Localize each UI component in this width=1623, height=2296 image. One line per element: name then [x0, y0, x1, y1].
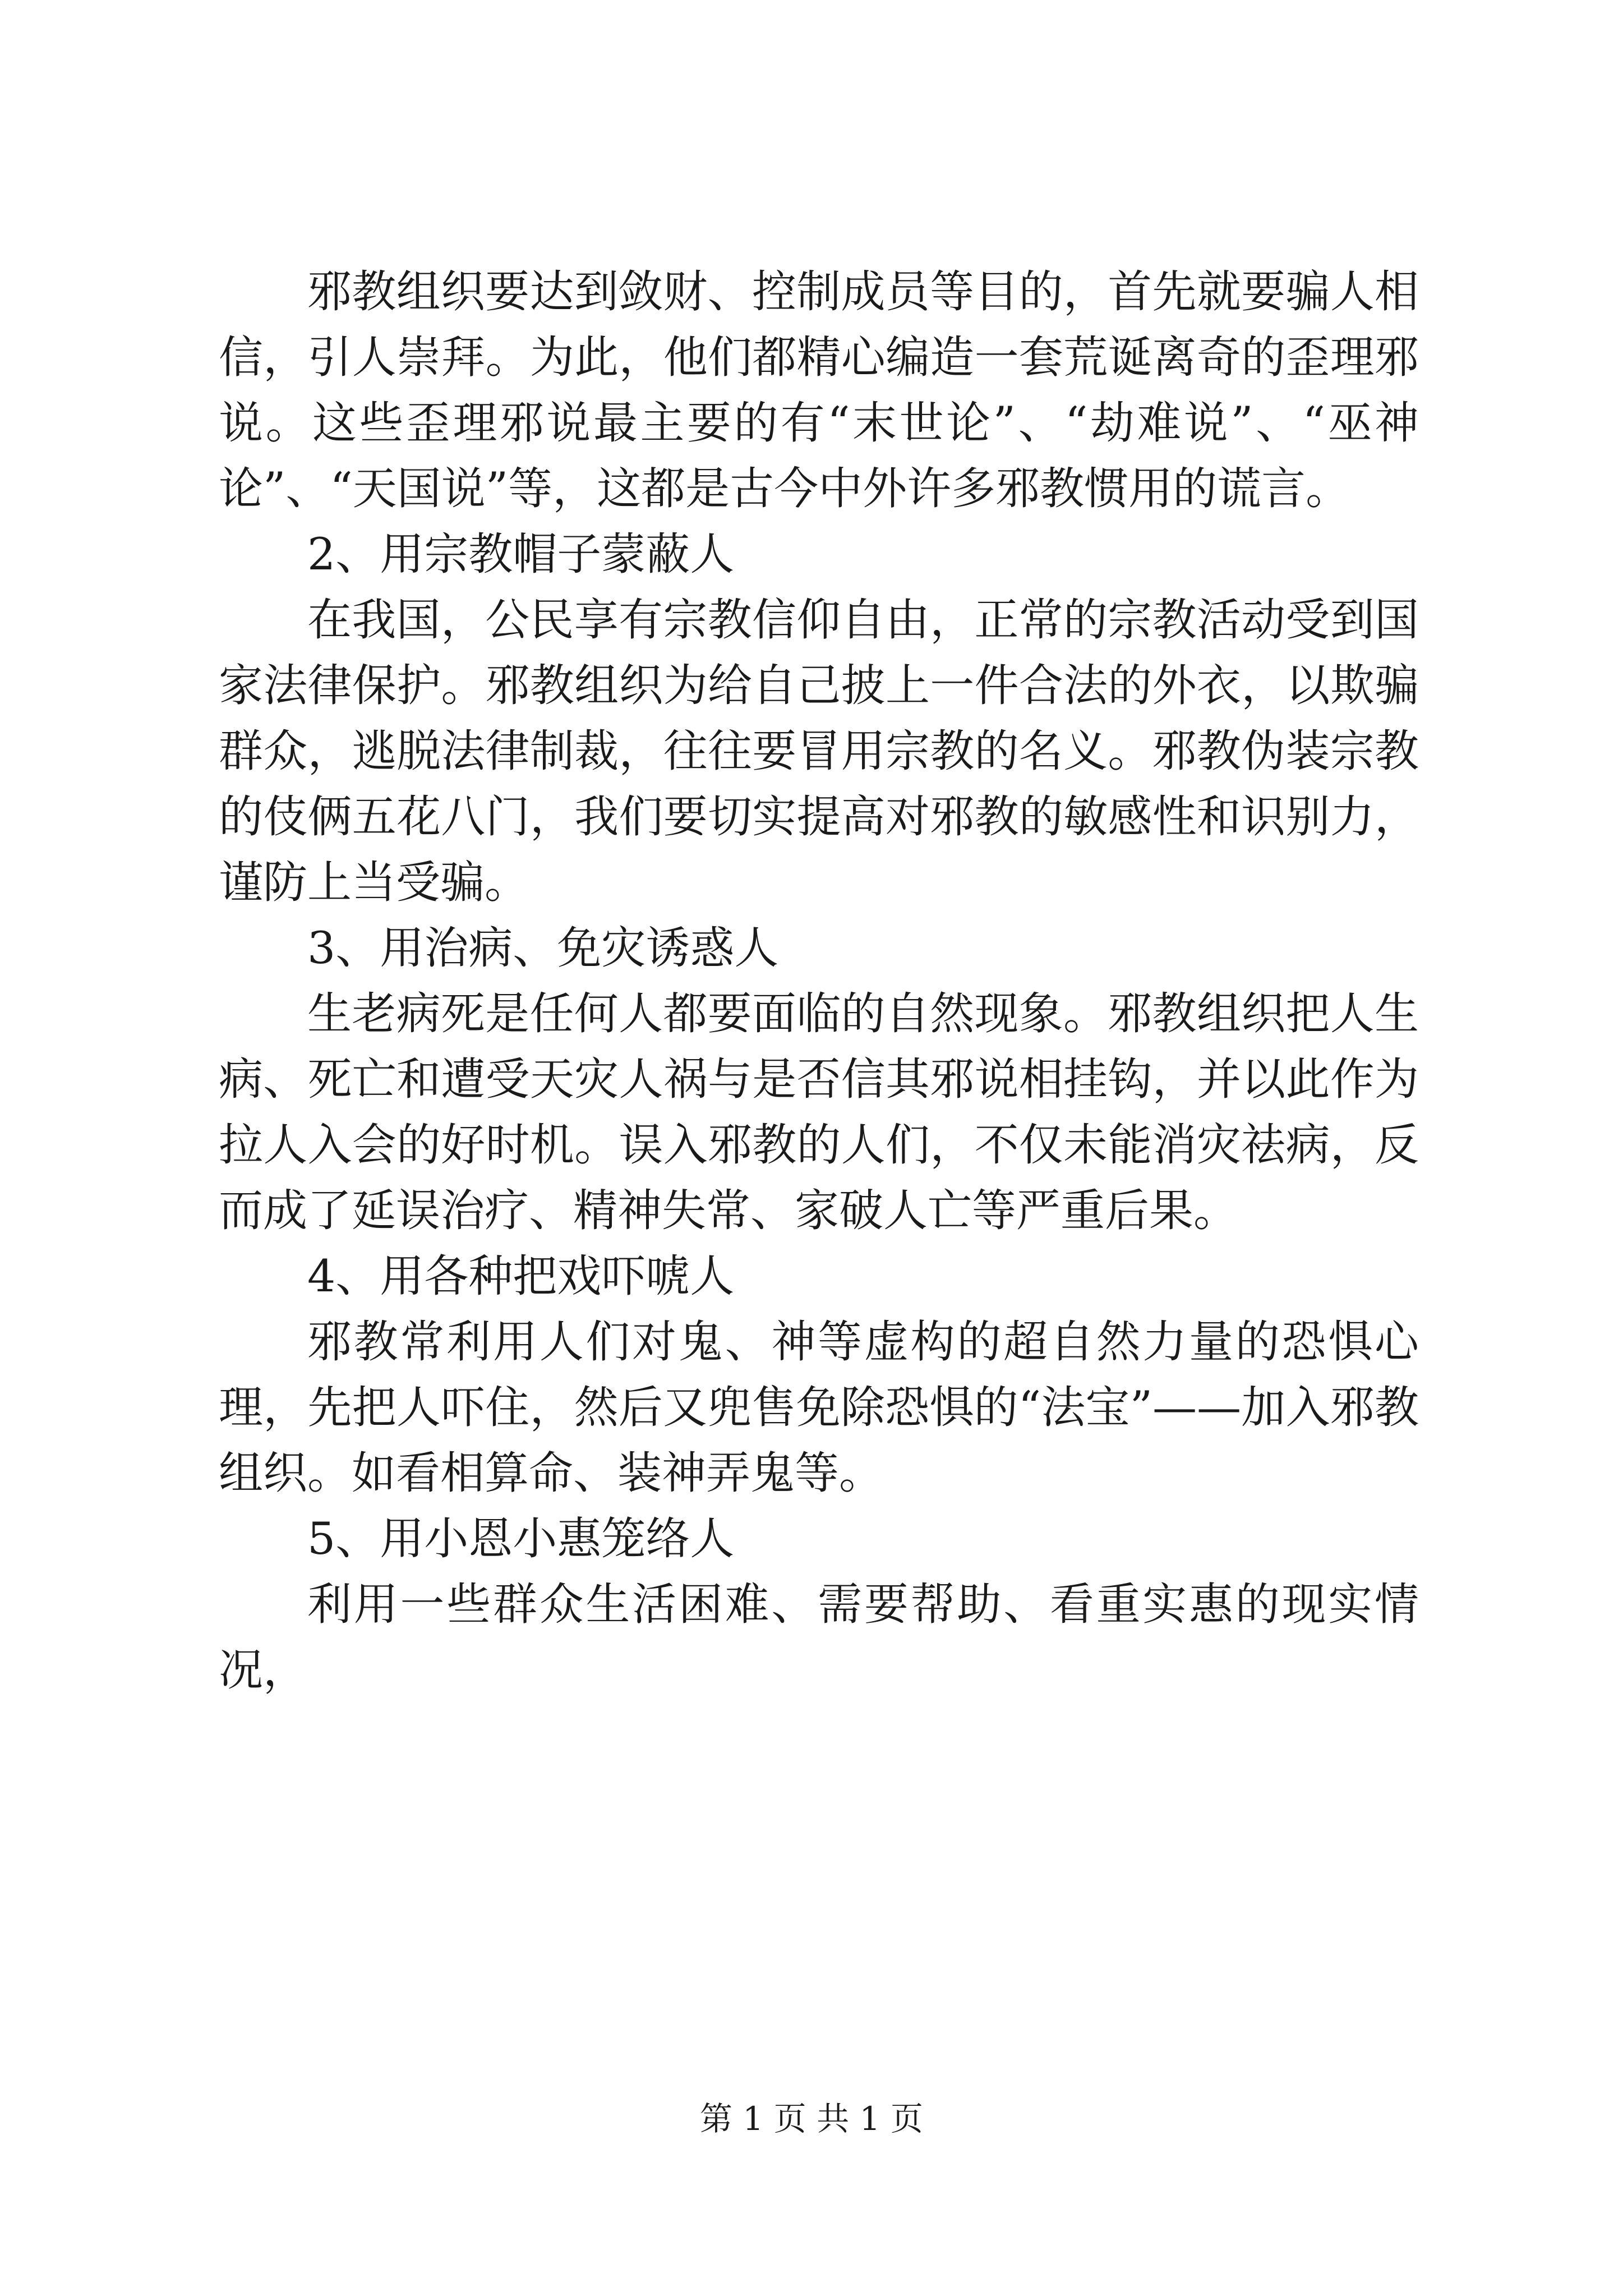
section-heading-4: 4、用各种把戏吓唬人	[307, 1250, 735, 1302]
section-heading-5: 5、用小恩小惠笼络人	[307, 1513, 735, 1565]
section-heading-3: 3、用治病、免灾诱惑人	[307, 922, 779, 974]
paragraph-intimidation: 邪教常利用人们对鬼、神等虚构的超自然力量的恐惧心理，先把人吓住，然后又兜售免除恐惧的“法宝”——加入邪教组织。如看相算命、装神弄鬼等。	[219, 1316, 1419, 1499]
document-body	[219, 259, 1419, 1703]
paragraph-religion-disguise: 在我国，公民享有宗教信仰自由，正常的宗教活动受到国家法律保护。邪教组织为给自己披上一件合法的外衣，以欺骗群众，逃脱法律制裁，往往要冒用宗教的名义。邪教伪装宗教的伎俩五花八门，我们要切实提高对邪教的敏感性和识别力，谨防上当受骗。	[219, 594, 1419, 908]
paragraph-intro: 邪教组织要达到敛财、控制成员等目的，首先就要骗人相信，引人崇拜。为此，他们都精心编造一套荒诞离奇的歪理邪说。这些歪理邪说最主要的有“末世论”、“劫难说”、“巫神论”、“天国说”等，这都是古今中外许多邪教惯用的谎言。	[219, 266, 1419, 514]
page-number-footer: 第 1 页 共 1 页	[700, 2100, 923, 2138]
paragraph-small-favors: 利用一些群众生活困难、需要帮助、看重实惠的现实情况，	[219, 1579, 1419, 1696]
paragraph-healing-lure: 生老病死是任何人都要面临的自然现象。邪教组织把人生病、死亡和遭受天灾人祸与是否信其邪说相挂钩，并以此作为拉人入会的好时机。误入邪教的人们，不仅未能消灾祛病，反而成了延误治疗、精神失常、家破人亡等严重后果。	[219, 988, 1419, 1236]
section-heading-2: 2、用宗教帽子蒙蔽人	[307, 528, 735, 580]
